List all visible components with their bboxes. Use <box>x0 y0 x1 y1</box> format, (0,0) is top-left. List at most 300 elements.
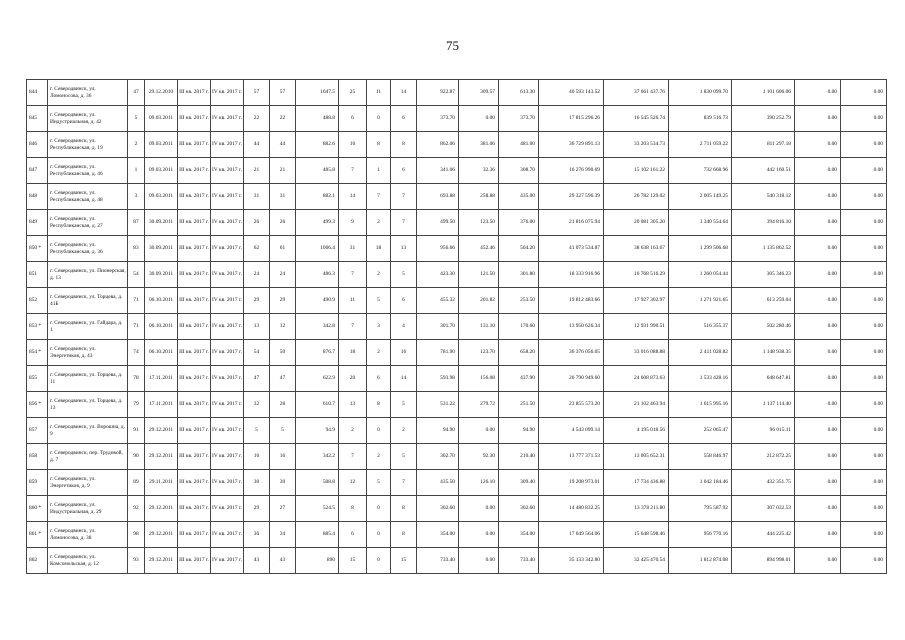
table-cell: 34 <box>270 522 296 548</box>
table-cell: 16 <box>270 444 296 470</box>
table-cell: 26 <box>270 210 296 236</box>
table-cell: 3 <box>367 314 391 340</box>
table-cell: 0.00 <box>795 236 841 262</box>
table-cell: 30.09.2011 <box>145 262 178 288</box>
table-cell: 2 <box>128 132 145 158</box>
table-cell: 0.00 <box>841 548 887 574</box>
table-cell: 1006.4 <box>296 236 339 262</box>
table-cell: 09.03.2011 <box>145 184 178 210</box>
address-cell: г. Северодвинск, ул. Торцева, д. 11 <box>48 366 128 392</box>
table-cell: 14 <box>339 184 367 210</box>
table-cell: IV кв. 2017 г. <box>211 496 244 522</box>
table-cell: 18 <box>367 236 391 262</box>
table-cell: 33 016 088.88 <box>604 340 669 366</box>
table-row <box>27 444 887 470</box>
address-cell: г. Северодвинск, ул. Ломоносова, д. 36 <box>48 80 128 106</box>
table-cell: 432 351.75 <box>732 470 795 496</box>
table-cell: 305 346.23 <box>732 262 795 288</box>
table-cell: 376.00 <box>499 210 539 236</box>
table-cell: III кв. 2017 г. <box>178 444 211 470</box>
table-cell: 06.10.2011 <box>145 314 178 340</box>
table-cell: III кв. 2017 г. <box>178 392 211 418</box>
table-cell: 06.10.2011 <box>145 288 178 314</box>
table-cell: 30 <box>270 470 296 496</box>
table-cell: 13 777 371.53 <box>539 444 604 470</box>
table-cell: 253.50 <box>499 288 539 314</box>
table-cell: 13 <box>391 236 417 262</box>
table-cell: III кв. 2017 г. <box>178 314 211 340</box>
table-cell: 36 <box>244 522 270 548</box>
table-cell: 29.12.2011 <box>145 548 178 574</box>
table-cell: 29.12.2011 <box>145 522 178 548</box>
table-cell: 13 378 211.80 <box>604 496 669 522</box>
table-cell: 29.12.2011 <box>145 418 178 444</box>
table-cell: 342.8 <box>296 314 339 340</box>
table-cell: 26 <box>244 210 270 236</box>
table-cell: 11 <box>339 288 367 314</box>
table-cell: 7 <box>391 184 417 210</box>
table-cell: 26 790 949.60 <box>539 366 604 392</box>
table-cell: 302.70 <box>417 444 459 470</box>
address-cell: г. Северодвинск, ул. Республиканская, д. 48 <box>48 184 128 210</box>
table-cell: 1047.5 <box>296 80 339 106</box>
row-number-cell: 858 <box>27 444 48 470</box>
table-cell: 4 195 018.56 <box>604 418 669 444</box>
table-cell: 0 <box>367 548 391 574</box>
table-cell: 21 816 075.94 <box>539 210 604 236</box>
table-cell: 13 <box>339 392 367 418</box>
table-cell: 4 <box>391 314 417 340</box>
table-cell: 0.00 <box>459 496 499 522</box>
table-cell: 0.00 <box>841 444 887 470</box>
table-cell: III кв. 2017 г. <box>178 496 211 522</box>
row-number-cell: 849 <box>27 210 48 236</box>
table-cell: 2 411 028.82 <box>669 340 732 366</box>
table-cell: 423.30 <box>417 262 459 288</box>
table-cell: 0.00 <box>795 80 841 106</box>
table-cell: 7 <box>339 158 367 184</box>
table-cell: III кв. 2017 г. <box>178 210 211 236</box>
table-cell: 20 081 305.20 <box>604 210 669 236</box>
table-row <box>27 132 887 158</box>
table-cell: 1 <box>128 158 145 184</box>
table-cell: 7 <box>391 210 417 236</box>
table-cell: IV кв. 2017 г. <box>211 314 244 340</box>
table-cell: 21 <box>244 158 270 184</box>
table-cell: 373.70 <box>499 106 539 132</box>
table-cell: IV кв. 2017 г. <box>211 132 244 158</box>
table-row <box>27 314 887 340</box>
table-cell: 1 <box>367 158 391 184</box>
address-cell: г. Северодвинск, ул. Энергетиков, д. 9 <box>48 470 128 496</box>
address-cell: г. Северодвинск, ул. Торцева, д. 13 <box>48 392 128 418</box>
table-cell: 62 <box>244 236 270 262</box>
row-number-cell: 857 <box>27 418 48 444</box>
table-cell: 21 102 463.94 <box>604 392 669 418</box>
table-cell: 1 533 428.16 <box>669 366 732 392</box>
table-cell: 862.06 <box>417 132 459 158</box>
table-row <box>27 184 887 210</box>
table-cell: 732 668.96 <box>669 158 732 184</box>
table-row <box>27 288 887 314</box>
table-cell: 882.6 <box>296 132 339 158</box>
table-cell: 0.00 <box>841 392 887 418</box>
address-cell: г. Северодвинск, ул. Индустриальная, д. 29 <box>48 496 128 522</box>
row-number-cell: 854 * <box>27 340 48 366</box>
table-cell: IV кв. 2017 г. <box>211 158 244 184</box>
table-cell: 93 <box>128 548 145 574</box>
table-row <box>27 418 887 444</box>
table-cell: 6 <box>391 158 417 184</box>
table-cell: 455.32 <box>417 288 459 314</box>
table-cell: 16 <box>244 444 270 470</box>
table-cell: 30 <box>244 470 270 496</box>
table-cell: 302.60 <box>499 496 539 522</box>
table-cell: IV кв. 2017 г. <box>211 262 244 288</box>
table-cell: 839 516.73 <box>669 106 732 132</box>
table-cell: 38 638 163.67 <box>604 236 669 262</box>
table-cell: 502 280.46 <box>732 314 795 340</box>
address-cell: г. Северодвинск, пер. Трудовой, д. 7 <box>48 444 128 470</box>
table-cell: 0.00 <box>841 366 887 392</box>
table-cell: 5 <box>244 418 270 444</box>
table-cell: 27 <box>270 496 296 522</box>
table-cell: 8 <box>367 392 391 418</box>
table-cell: 44 <box>244 132 270 158</box>
table-cell: 28 <box>270 392 296 418</box>
row-number-cell: 846 <box>27 132 48 158</box>
table-cell: 444 225.42 <box>732 522 795 548</box>
table-cell: 0.00 <box>795 522 841 548</box>
table-cell: III кв. 2017 г. <box>178 548 211 574</box>
table-cell: 20 <box>339 366 367 392</box>
table-cell: 648 647.81 <box>732 366 795 392</box>
table-cell: 885.4 <box>296 522 339 548</box>
table-cell: 0.00 <box>841 340 887 366</box>
table-cell: 437.90 <box>499 366 539 392</box>
table-cell: 0.00 <box>841 496 887 522</box>
row-number-cell: 850 * <box>27 236 48 262</box>
table-cell: 6 <box>339 522 367 548</box>
table-cell: 15 <box>391 548 417 574</box>
table-cell: 258.88 <box>459 184 499 210</box>
table-cell: IV кв. 2017 г. <box>211 184 244 210</box>
table-cell: 0.00 <box>841 132 887 158</box>
table-cell: 79 <box>128 392 145 418</box>
table-cell: 29.11.2011 <box>145 470 178 496</box>
table-cell: 16 <box>391 340 417 366</box>
table-row <box>27 80 887 106</box>
table-cell: 0.00 <box>795 210 841 236</box>
table-cell: 201.82 <box>459 288 499 314</box>
table-cell: 50 <box>270 340 296 366</box>
table-cell: 6 <box>391 288 417 314</box>
table-cell: 2 005 149.25 <box>669 184 732 210</box>
table-cell: 71 <box>128 314 145 340</box>
table-cell: 18 <box>339 340 367 366</box>
table-cell: 0.00 <box>795 444 841 470</box>
table-cell: 29.12.2010 <box>145 80 178 106</box>
row-number-cell: 844 <box>27 80 48 106</box>
table-cell: 733.40 <box>499 548 539 574</box>
table-cell: 508.8 <box>296 470 339 496</box>
table-cell: 17 815 296.26 <box>539 106 604 132</box>
table-cell: 26 782 129.02 <box>604 184 669 210</box>
table-cell: 2 <box>391 418 417 444</box>
table-cell: 733.40 <box>417 548 459 574</box>
table-cell: 0.00 <box>795 340 841 366</box>
table-cell: 516 355.37 <box>669 314 732 340</box>
table-cell: 7 <box>391 470 417 496</box>
table-cell: 29 <box>270 288 296 314</box>
table-cell: 956 770.16 <box>669 522 732 548</box>
table-cell: 21 <box>270 158 296 184</box>
table-cell: 658.20 <box>499 340 539 366</box>
table-cell: 212 872.25 <box>732 444 795 470</box>
table-cell: III кв. 2017 г. <box>178 236 211 262</box>
address-cell: г. Северодвинск, ул. Комсомольская, д. 12 <box>48 548 128 574</box>
table-cell: 40 593 143.52 <box>539 80 604 106</box>
table-cell: 0.00 <box>459 106 499 132</box>
table-cell: 1 340 554.64 <box>669 210 732 236</box>
table-cell: 1 135 862.52 <box>732 236 795 262</box>
table-cell: IV кв. 2017 г. <box>211 236 244 262</box>
table-cell: 485.8 <box>296 158 339 184</box>
table-cell: 0.00 <box>841 158 887 184</box>
table-cell: 1 137 114.40 <box>732 392 795 418</box>
table-cell: IV кв. 2017 г. <box>211 444 244 470</box>
table-cell: 0.00 <box>795 132 841 158</box>
table-cell: 47 <box>270 366 296 392</box>
table-cell: 5 <box>270 418 296 444</box>
address-cell: г. Северодвинск, ул. Ломоносова, д. 38 <box>48 522 128 548</box>
table-cell: 210.40 <box>499 444 539 470</box>
table-cell: 37 661 437.76 <box>604 80 669 106</box>
table-cell: 1 260 054.44 <box>669 262 732 288</box>
table-cell: 131.10 <box>459 314 499 340</box>
table-cell: III кв. 2017 г. <box>178 418 211 444</box>
table-cell: 558 846.97 <box>669 444 732 470</box>
table-cell: 308.70 <box>499 158 539 184</box>
table-cell: 16 <box>339 132 367 158</box>
table-cell: 252 065.47 <box>669 418 732 444</box>
table-cell: 795 587.92 <box>669 496 732 522</box>
table-cell: 25 <box>339 80 367 106</box>
table-cell: 18 333 916.96 <box>539 262 604 288</box>
table-cell: 0.00 <box>841 262 887 288</box>
row-number-cell: 851 <box>27 262 48 288</box>
table-row <box>27 496 887 522</box>
table-cell: 0.00 <box>795 392 841 418</box>
row-number-cell: 848 <box>27 184 48 210</box>
table-cell: 307 032.53 <box>732 496 795 522</box>
table-cell: 12 <box>339 470 367 496</box>
row-number-cell: 852 <box>27 288 48 314</box>
table-cell: 922.87 <box>417 80 459 106</box>
table-body <box>27 80 887 574</box>
table-cell: 0.00 <box>841 288 887 314</box>
table-cell: 47 <box>244 366 270 392</box>
table-cell: 57 <box>244 80 270 106</box>
table-cell: 30.09.2011 <box>145 236 178 262</box>
table-cell: IV кв. 2017 г. <box>211 106 244 132</box>
table-cell: 2 <box>367 210 391 236</box>
table-row <box>27 392 887 418</box>
table-cell: 170.60 <box>499 314 539 340</box>
table-cell: 06.10.2011 <box>145 340 178 366</box>
table-row <box>27 366 887 392</box>
table-cell: 524.5 <box>296 496 339 522</box>
table-cell: 301.70 <box>417 314 459 340</box>
table-cell: 54 <box>244 340 270 366</box>
table-cell: 31 <box>270 184 296 210</box>
table-cell: 279.72 <box>459 392 499 418</box>
housing-registry-table <box>26 79 887 574</box>
table-cell: 71 <box>128 288 145 314</box>
table-cell: 12 931 990.51 <box>604 314 669 340</box>
table-cell: 4 543 099.14 <box>539 418 604 444</box>
table-cell: 41 073 534.87 <box>539 236 604 262</box>
table-cell: 31 <box>339 236 367 262</box>
table-cell: 882.1 <box>296 184 339 210</box>
table-row <box>27 158 887 184</box>
table-cell: 29.12.2011 <box>145 496 178 522</box>
table-cell: 0.00 <box>795 262 841 288</box>
table-cell: 251.50 <box>499 392 539 418</box>
table-cell: III кв. 2017 г. <box>178 470 211 496</box>
table-cell: 1 042 184.46 <box>669 470 732 496</box>
table-cell: 341.06 <box>417 158 459 184</box>
table-cell: 302.60 <box>417 496 459 522</box>
table-cell: 1 148 938.35 <box>732 340 795 366</box>
table-cell: 452.46 <box>459 236 499 262</box>
table-cell: 8 <box>391 496 417 522</box>
table-cell: 1 830 099.70 <box>669 80 732 106</box>
table-cell: III кв. 2017 г. <box>178 262 211 288</box>
table-cell: 16 768 516.29 <box>604 262 669 288</box>
table-cell: IV кв. 2017 г. <box>211 392 244 418</box>
table-row <box>27 470 887 496</box>
table-cell: 394 816.10 <box>732 210 795 236</box>
table-cell: 486.3 <box>296 262 339 288</box>
table-cell: 16 276 990.69 <box>539 158 604 184</box>
table-cell: 0.00 <box>459 548 499 574</box>
table-cell: 92 <box>128 496 145 522</box>
table-cell: 74 <box>128 340 145 366</box>
row-number-cell: 859 <box>27 470 48 496</box>
table-cell: 613 259.04 <box>732 288 795 314</box>
table-cell: 504.20 <box>499 236 539 262</box>
table-cell: 15 648 598.46 <box>604 522 669 548</box>
table-cell: 83 <box>128 236 145 262</box>
table-cell: 19 812 483.66 <box>539 288 604 314</box>
table-cell: 123.70 <box>459 340 499 366</box>
table-cell: 5 <box>367 288 391 314</box>
table-cell: 481.00 <box>499 132 539 158</box>
table-cell: 90 <box>128 444 145 470</box>
table-cell: 0.00 <box>795 366 841 392</box>
table-cell: 2 <box>367 444 391 470</box>
table-cell: 35 133 342.80 <box>539 548 604 574</box>
table-cell: 22 <box>244 106 270 132</box>
table-cell: 309.57 <box>459 80 499 106</box>
table-cell: 1 271 921.65 <box>669 288 732 314</box>
table-cell: 876.7 <box>296 340 339 366</box>
table-cell: 98 <box>128 522 145 548</box>
table-cell: 390 252.79 <box>732 106 795 132</box>
address-cell: г. Северодвинск, ул. Ворошна, д. 9 <box>48 418 128 444</box>
table-cell: 301.80 <box>499 262 539 288</box>
table-cell: III кв. 2017 г. <box>178 366 211 392</box>
table-cell: 622.9 <box>296 366 339 392</box>
table-cell: 8 <box>367 132 391 158</box>
row-number-cell: 845 <box>27 106 48 132</box>
table-cell: 0.00 <box>841 80 887 106</box>
table-cell: 342.2 <box>296 444 339 470</box>
table-cell: 5 <box>128 106 145 132</box>
table-cell: 6 <box>367 366 391 392</box>
table-cell: 435.00 <box>499 184 539 210</box>
address-cell: г. Северодвинск, ул. Индустриальная, д. 42 <box>48 106 128 132</box>
table-cell: 0.00 <box>795 314 841 340</box>
address-cell: г. Северодвинск, ул. Республиканская, д. 19 <box>48 132 128 158</box>
table-cell: 354.00 <box>417 522 459 548</box>
table-cell: IV кв. 2017 г. <box>211 288 244 314</box>
table-cell: 13 <box>244 314 270 340</box>
table-cell: 14 <box>391 366 417 392</box>
table-cell: 0.00 <box>841 184 887 210</box>
table-row <box>27 236 887 262</box>
table-cell: IV кв. 2017 г. <box>211 366 244 392</box>
table-cell: 121.50 <box>459 262 499 288</box>
table-cell: 57 <box>270 80 296 106</box>
table-cell: 11 <box>367 80 391 106</box>
row-number-cell: 856 * <box>27 392 48 418</box>
table-cell: 43 <box>270 548 296 574</box>
table-cell: 490.9 <box>296 288 339 314</box>
table-cell: 488.8 <box>296 106 339 132</box>
table-cell: 15 102 161.22 <box>604 158 669 184</box>
address-cell: г. Северодвинск, ул. Торцева, д. 41Б <box>48 288 128 314</box>
table-cell: III кв. 2017 г. <box>178 158 211 184</box>
table-cell: 613.30 <box>499 80 539 106</box>
table-cell: 17 734 436.88 <box>604 470 669 496</box>
table-cell: 373.70 <box>417 106 459 132</box>
table-cell: 24 <box>270 262 296 288</box>
table-cell: 0.00 <box>459 418 499 444</box>
table-cell: 14 <box>391 80 417 106</box>
table-row <box>27 106 887 132</box>
table-cell: 17.11.2011 <box>145 366 178 392</box>
table-cell: 13 005 652.31 <box>604 444 669 470</box>
table-cell: 33 203 534.73 <box>604 132 669 158</box>
table-cell: 91 <box>128 418 145 444</box>
table-cell: IV кв. 2017 г. <box>211 522 244 548</box>
address-cell: г. Северодвинск, ул. Энергетиков, д. 43 <box>48 340 128 366</box>
table-cell: 354.00 <box>499 522 539 548</box>
table-cell: 7 <box>339 444 367 470</box>
table-cell: 43 <box>244 548 270 574</box>
table-cell: 0.00 <box>841 236 887 262</box>
table-cell: 781.90 <box>417 340 459 366</box>
table-cell: 24 <box>244 262 270 288</box>
table-cell: III кв. 2017 г. <box>178 80 211 106</box>
table-cell: 540 318.12 <box>732 184 795 210</box>
table-cell: 0 <box>367 522 391 548</box>
table-cell: 5 <box>391 392 417 418</box>
table-cell: 32 <box>244 392 270 418</box>
table-row <box>27 548 887 574</box>
